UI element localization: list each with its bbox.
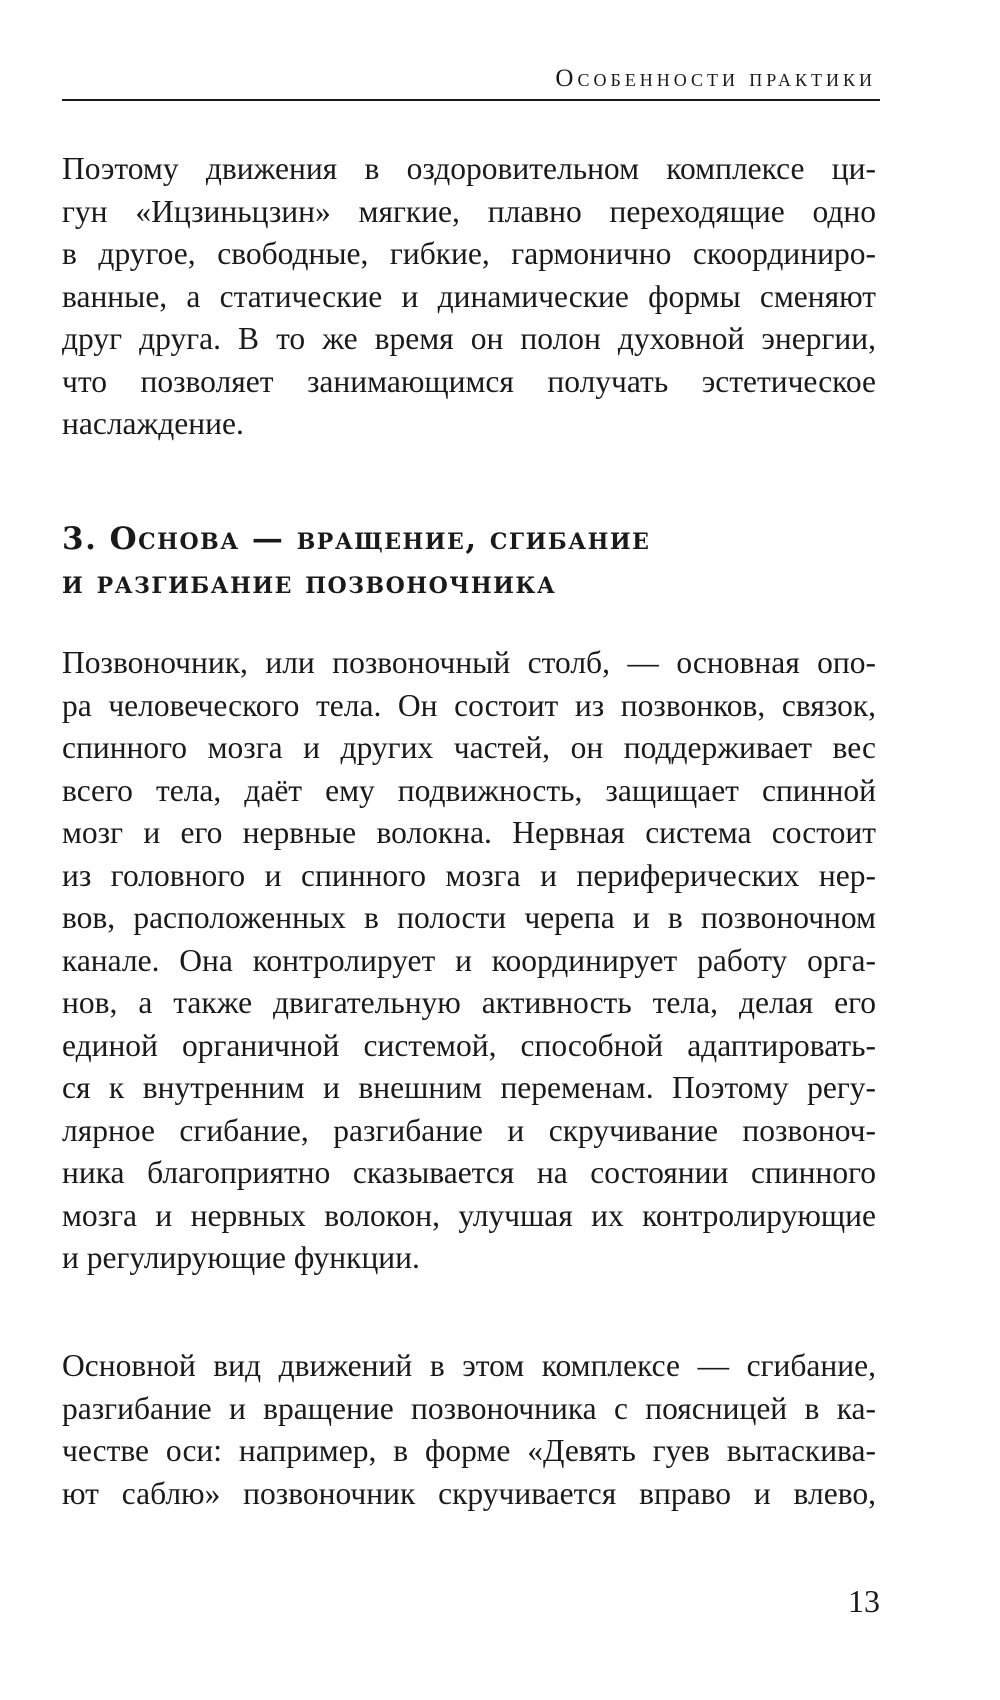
text-line: ника благоприятно сказывается на состоянии спинного xyxy=(62,1155,876,1190)
paragraph-3 xyxy=(62,1345,876,1515)
section-heading xyxy=(62,517,876,605)
paragraph-2 xyxy=(62,642,876,1280)
text-line: в другое, свободные, гибкие, гармонично скоординиро- xyxy=(62,236,876,271)
text-line: мозг и его нервные волокна. Нервная система состоит xyxy=(62,815,876,850)
text-line: Позвоночник, или позвоночный столб, — основная опо- xyxy=(62,645,876,680)
text-line: Поэтому движения в оздоровительном комплексе ци- xyxy=(62,151,876,186)
text-line: единой органичной системой, способной адаптировать- xyxy=(62,1027,876,1063)
text-line: друг друга. В то же время он полон духовной энергии, xyxy=(62,321,876,356)
header-rule xyxy=(62,99,880,101)
heading-line: 3. Основа — вращение, сгибание xyxy=(62,521,651,557)
text-line: ра человеческого тела. Он состоит из позвонков, связок, xyxy=(62,687,876,723)
text-line: и регулирующие функции. xyxy=(62,1240,420,1275)
running-head: Особенности практики xyxy=(555,65,876,92)
page-number: 13 xyxy=(848,1583,880,1619)
text-line: всего тела, даёт ему подвижность, защищает спинной xyxy=(62,772,876,808)
text-line: ют саблю» позвоночник скручивается вправо и влево, xyxy=(62,1475,876,1511)
text-line: мозга и нервных волокон, улучшая их контролирующие xyxy=(62,1197,876,1233)
text-line: честве оси: например, в форме «Девять гуев вытаскива- xyxy=(62,1433,876,1468)
text-line: канале. Она контролирует и координирует работу орга- xyxy=(62,942,876,978)
text-line: наслаждение. xyxy=(62,406,244,441)
paragraph-1 xyxy=(62,148,876,446)
text-line: Основной вид движений в этом комплексе — сгибание, xyxy=(62,1348,876,1383)
text-line: лярное сгибание, разгибание и скручивание позвоноч- xyxy=(62,1112,876,1148)
text-line: нов, а также двигательную активность тела, делая его xyxy=(62,985,876,1020)
text-line: ся к внутренним и внешним переменам. Поэтому регу- xyxy=(62,1070,876,1105)
text-line: разгибание и вращение позвоночника с поясницей в ка- xyxy=(62,1390,876,1426)
text-line: что позволяет занимающимся получать эстетическое xyxy=(62,363,876,399)
heading-line: и разгибание позвоночника xyxy=(62,565,557,601)
text-line: из головного и спинного мозга и периферических нер- xyxy=(62,857,876,893)
text-line: ванные, а статические и динамические формы сменяют xyxy=(62,278,876,314)
text-line: спинного мозга и других частей, он поддерживает вес xyxy=(62,730,876,765)
text-line: вов, расположенных в полости черепа и в позвоночном xyxy=(62,900,876,935)
text-line: гун «Ицзиньцзин» мягкие, плавно переходящие одно xyxy=(62,193,876,229)
